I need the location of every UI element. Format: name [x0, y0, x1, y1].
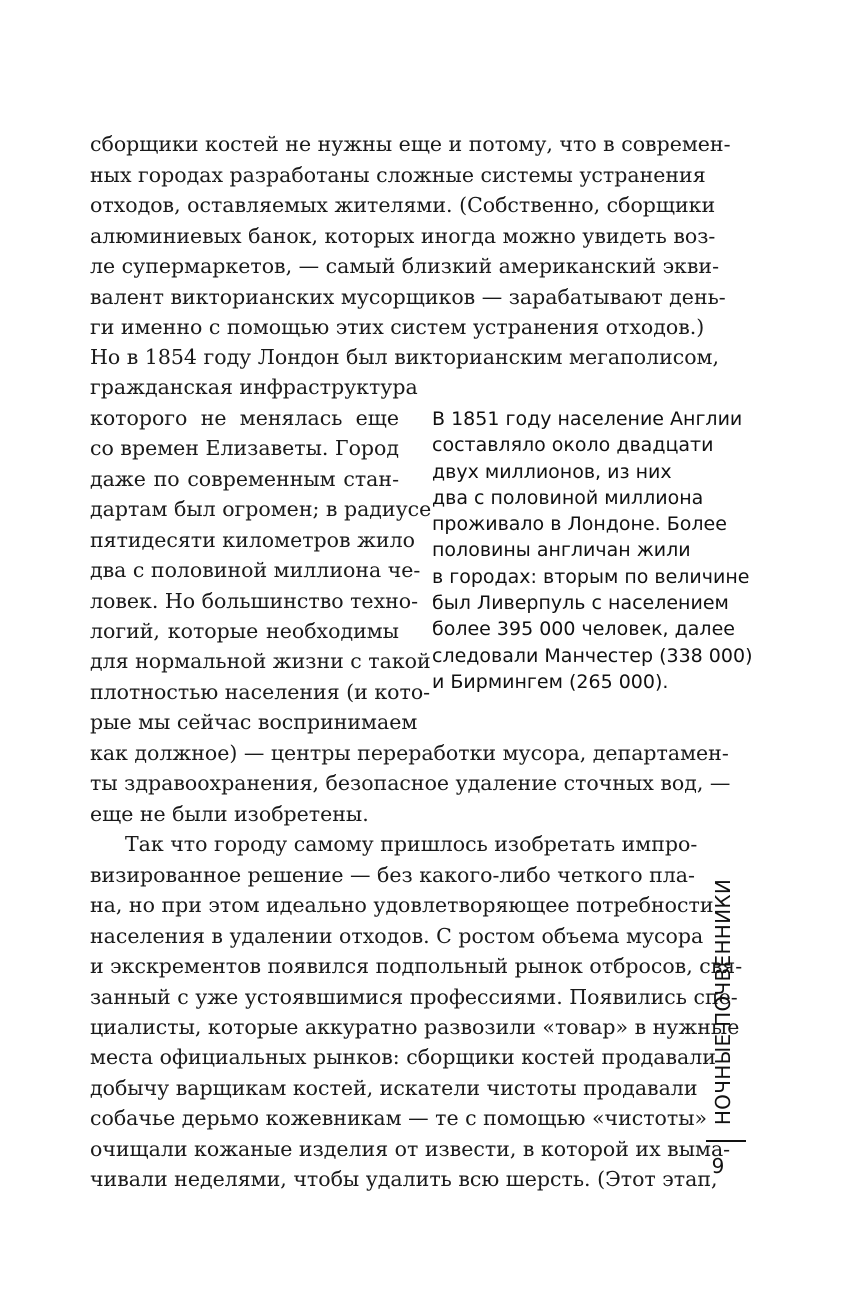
- body-line: ле супермаркетов, — самый близкий американский экви-: [90, 254, 719, 278]
- sidenote-line: в городах: вторым по величине: [432, 565, 750, 588]
- body-line: даже по современным стан-: [90, 467, 399, 491]
- body-line: места официальных рынков: сборщики костей продавали: [90, 1045, 716, 1069]
- body-line: и экскрементов появился подпольный рынок отбросов, свя-: [90, 954, 743, 978]
- body-line: для нормальной жизни с такой: [90, 649, 431, 673]
- folio-rule: [706, 1140, 746, 1142]
- running-head: [708, 878, 738, 1126]
- body-line: со времен Елизаветы. Город: [90, 436, 399, 460]
- body-line: дартам был огромен; в радиусе: [90, 497, 432, 521]
- body-line: ты здравоохранения, безопасное удаление сточных вод, —: [90, 771, 731, 795]
- body-line: плотностью населения (и кото-: [90, 680, 431, 704]
- body-line: ги именно с помощью этих систем устранения отходов.): [90, 315, 705, 339]
- body-line: два с половиной миллиона че-: [90, 558, 421, 582]
- running-head-text: НОЧНЫЕ ПОЧВЕННИКИ: [711, 878, 735, 1126]
- sidenote-line: был Ливерпуль с населением: [432, 592, 729, 615]
- body-line: которого не менялась еще: [90, 406, 399, 430]
- body-line: занный с уже устоявшимися профессиями. Появились спе-: [90, 985, 738, 1009]
- body-line: алюминиевых банок, которых иногда можно увидеть воз-: [90, 224, 716, 248]
- sidenote-line: составляло около двадцати: [432, 434, 714, 457]
- body-line: собачье дерьмо кожевникам — те с помощью «чистоты»: [90, 1106, 708, 1130]
- body-line: Но в 1854 году Лондон был викторианским мегаполисом,: [90, 345, 720, 369]
- sidenote: [432, 406, 752, 695]
- body-line: гражданская инфраструктура: [90, 375, 418, 399]
- sidenote-line: половины англичан жили: [432, 539, 691, 562]
- body-line: логий, которые необходимы: [90, 619, 399, 643]
- body-line: добычу варщикам костей, искатели чистоты продавали: [90, 1076, 698, 1100]
- sidenote-line: двух миллионов, из них: [432, 460, 672, 483]
- paragraph-first-line: Так что городу самому пришлось изобретать импро-: [125, 832, 698, 856]
- body-line: очищали кожаные изделия от извести, в которой их выма-: [90, 1137, 731, 1161]
- body-line: рые мы сейчас воспринимаем: [90, 710, 418, 734]
- body-line: ловек. Но большинство техно-: [90, 589, 419, 613]
- body-line: циалисты, которые аккуратно развозили «товар» в нужные: [90, 1015, 740, 1039]
- body-line: отходов, оставляемых жителями. (Собственно, сборщики: [90, 193, 716, 217]
- sidenote-line: В 1851 году население Англии: [432, 408, 743, 430]
- sidenote-line: два с половиной миллиона: [432, 486, 704, 509]
- body-line: на, но при этом идеально удовлетворяющее потребности: [90, 893, 714, 917]
- sidenote-line: более 395 000 человек, далее: [432, 618, 735, 641]
- body-line: сборщики костей не нужны еще и потому, что в современ-: [90, 132, 731, 156]
- body-line: визированное решение — без какого-либо четкого пла-: [90, 863, 695, 887]
- sidenote-line: и Бирмингем (265 000).: [432, 670, 669, 693]
- sidenote-line: проживало в Лондоне. Более: [432, 513, 727, 536]
- body-line: чивали неделями, чтобы удалить всю шерсть. (Этот этап,: [90, 1167, 718, 1191]
- sidenote-line: следовали Манчестер (338 000): [432, 644, 753, 667]
- body-line: валент викторианских мусорщиков — зарабатывают день-: [90, 285, 726, 309]
- body-line: населения в удалении отходов. С ростом объема мусора: [90, 924, 704, 948]
- body-line: ных городах разработаны сложные системы устранения: [90, 163, 706, 187]
- body-line: еще не были изобретены.: [90, 802, 369, 826]
- body-line: как должное) — центры переработки мусора, департамен-: [90, 741, 729, 765]
- page-number: 9: [711, 1154, 725, 1178]
- body-line: пятидесяти километров жило: [90, 528, 415, 552]
